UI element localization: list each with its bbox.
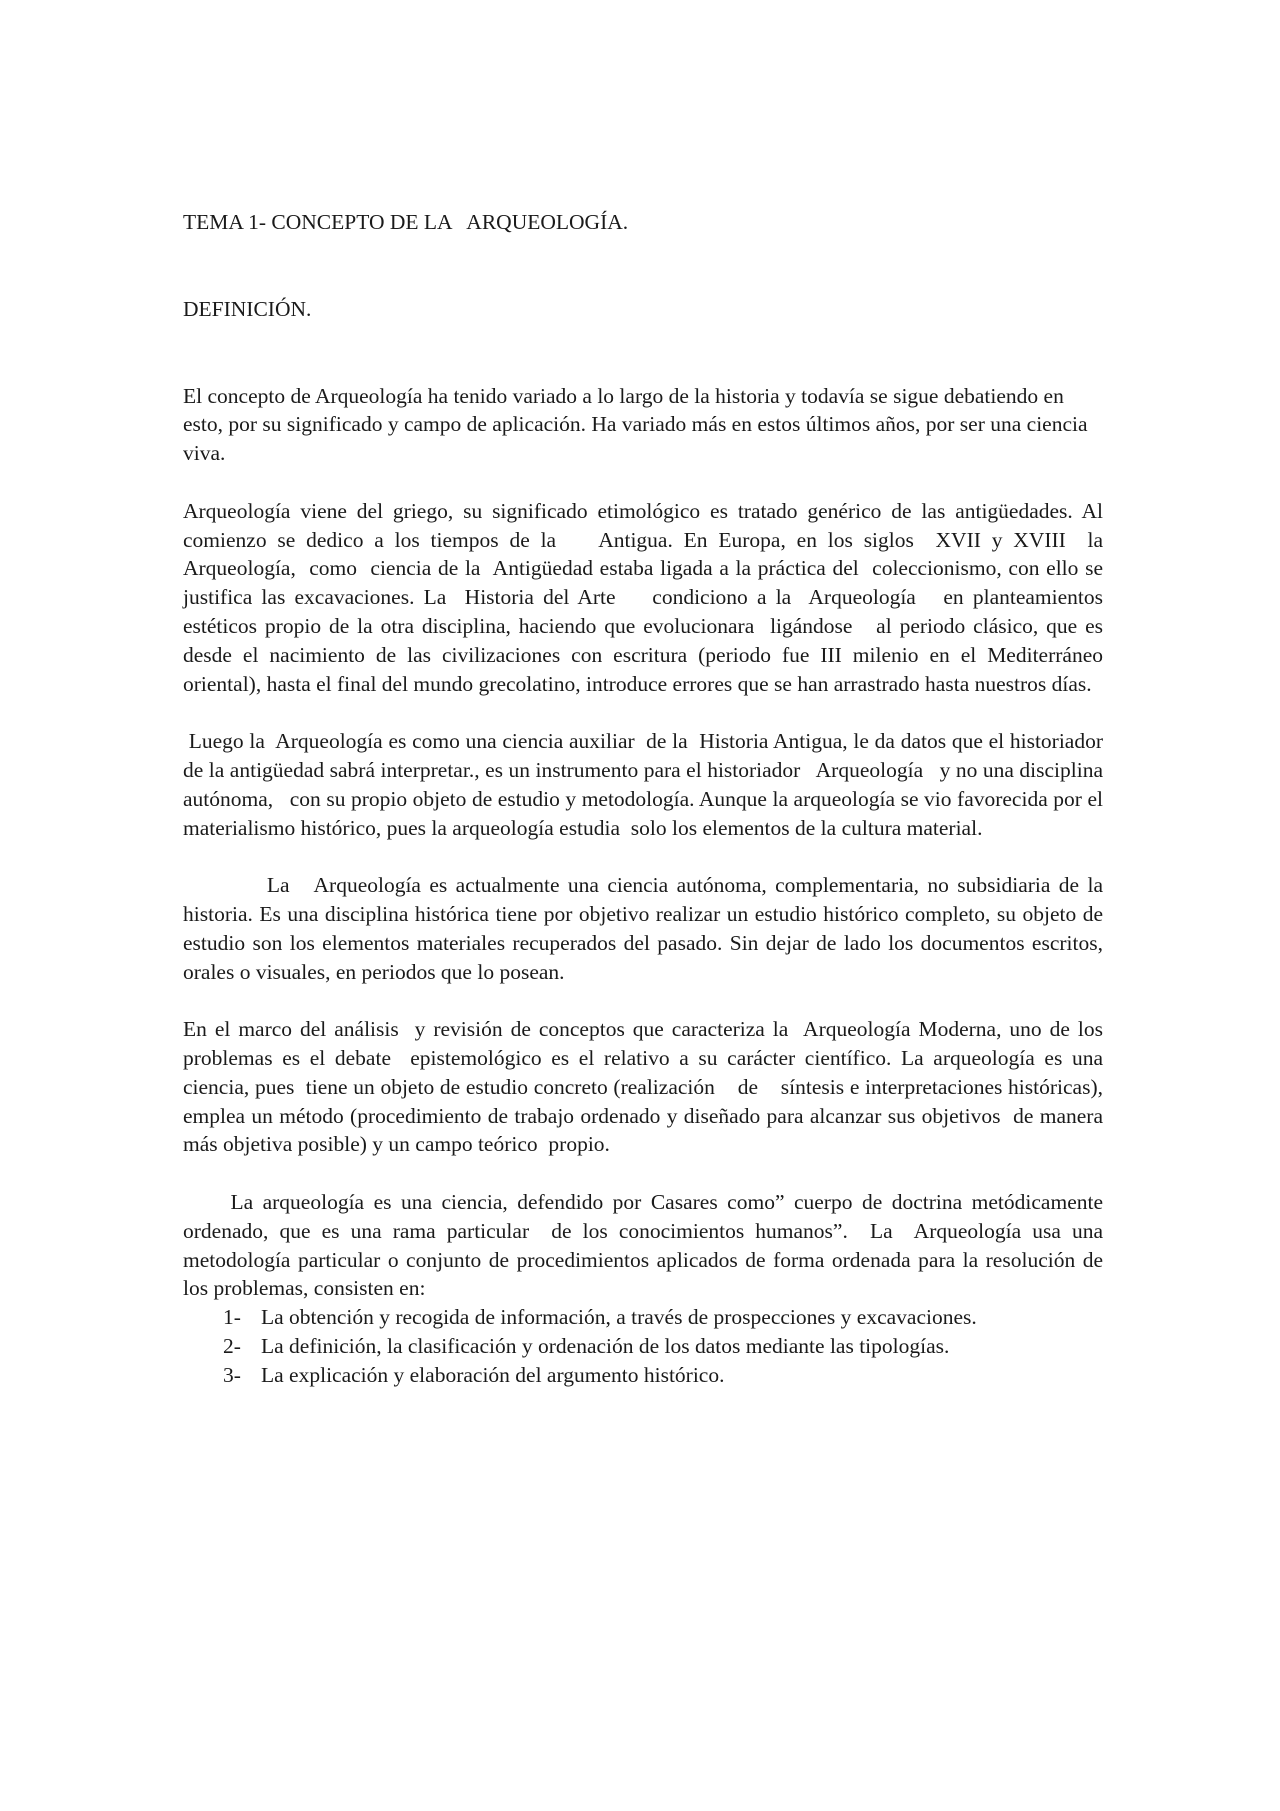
paragraph-ciencia-autonoma: La Arqueología es actualmente una ciencia autónoma, complementaria, no subsidiaria de la historia. Es una disciplina histórica tiene por objetivo realizar un estudio histórico completo, su objeto de estudio son los elementos materiales recuperados del pasado. Sin dejar de lado los documentos escritos, orales o visuales, en periodos que lo posean. — [183, 873, 1109, 984]
list-item-text: La obtención y recogida de información, a través de prospecciones y excavaciones. — [261, 1305, 977, 1330]
method-steps-list — [183, 1303, 1103, 1389]
list-item-number: 1- — [223, 1305, 241, 1330]
list-item — [183, 1303, 1103, 1332]
list-item-text: La definición, la clasificación y ordenación de los datos mediante las tipologías. — [261, 1333, 950, 1358]
list-item — [183, 1332, 1103, 1361]
list-item-number: 2- — [223, 1333, 241, 1358]
document-body — [183, 208, 1114, 1389]
paragraph-ciencia-auxiliar: Luego la Arqueología es como una ciencia auxiliar de la Historia Antigua, le da datos que el historiador de la antigüedad sabrá interpretar., es un instrumento para el historiador Arqueología y no una disciplina autónoma, con su propio objeto de estudio y metodología. Aunque la arqueología se vio favorecida por el materialismo histórico, pues la arqueología estudia solo los elementos de la cultura material. — [183, 729, 1109, 840]
paragraph-caracter-cientifico: En el marco del análisis y revisión de conceptos que caracteriza la Arqueología Moderna, uno de los problemas es el debate epistemológico es el relativo a su carácter científico. La arqueología es una ciencia, pues tiene un objeto de estudio concreto (realización de síntesis e interpretaciones históricas), emplea un método (procedimiento de trabajo ordenado y diseñado para alcanzar sus objetivos de manera más objetiva posible) y un campo teórico propio. — [183, 1017, 1109, 1157]
paragraph-etimologia: Arqueología viene del griego, su significado etimológico es tratado genérico de las antigüedades. Al comienzo se dedico a los tiempos de la Antigua. En Europa, en los siglos XVII y XVIII la Arqueología, como ciencia de la Antigüedad estaba ligada a la práctica del coleccionismo, con ello se justifica las excavaciones. La Historia del Arte condiciono a la Arqueología en planteamientos estéticos propio de la otra disciplina, haciendo que evolucionara ligándose al periodo clásico, que es desde el nacimiento de las civilizaciones con escritura (periodo fue III milenio en el Mediterráneo oriental), hasta el final del mundo grecolatino, introduce errores que se han arrastrado hasta nuestros días. — [183, 498, 1114, 696]
section-heading-definicion: DEFINICIÓN. — [183, 296, 312, 321]
paragraph-concepto: El concepto de Arqueología ha tenido variado a lo largo de la historia y todavía se sigue debatiendo en esto, por su significado y campo de aplicación. Ha variado más en estos últimos años, por ser una ciencia viva. — [183, 383, 1093, 466]
document-title: TEMA 1- CONCEPTO DE LA ARQUEOLOGÍA. — [183, 210, 629, 234]
list-item-text: La explicación y elaboración del argumento histórico. — [261, 1362, 725, 1387]
list-item — [183, 1361, 1103, 1390]
paragraph-metodologia: La arqueología es una ciencia, defendido por Casares como” cuerpo de doctrina metódicamente ordenado, que es una rama particular de los conocimientos humanos”. La Arqueología usa una metodología particular o conjunto de procedimientos aplicados de forma ordenada para la resolución de los problemas, consisten en: — [183, 1189, 1109, 1301]
list-item-number: 3- — [223, 1362, 241, 1387]
